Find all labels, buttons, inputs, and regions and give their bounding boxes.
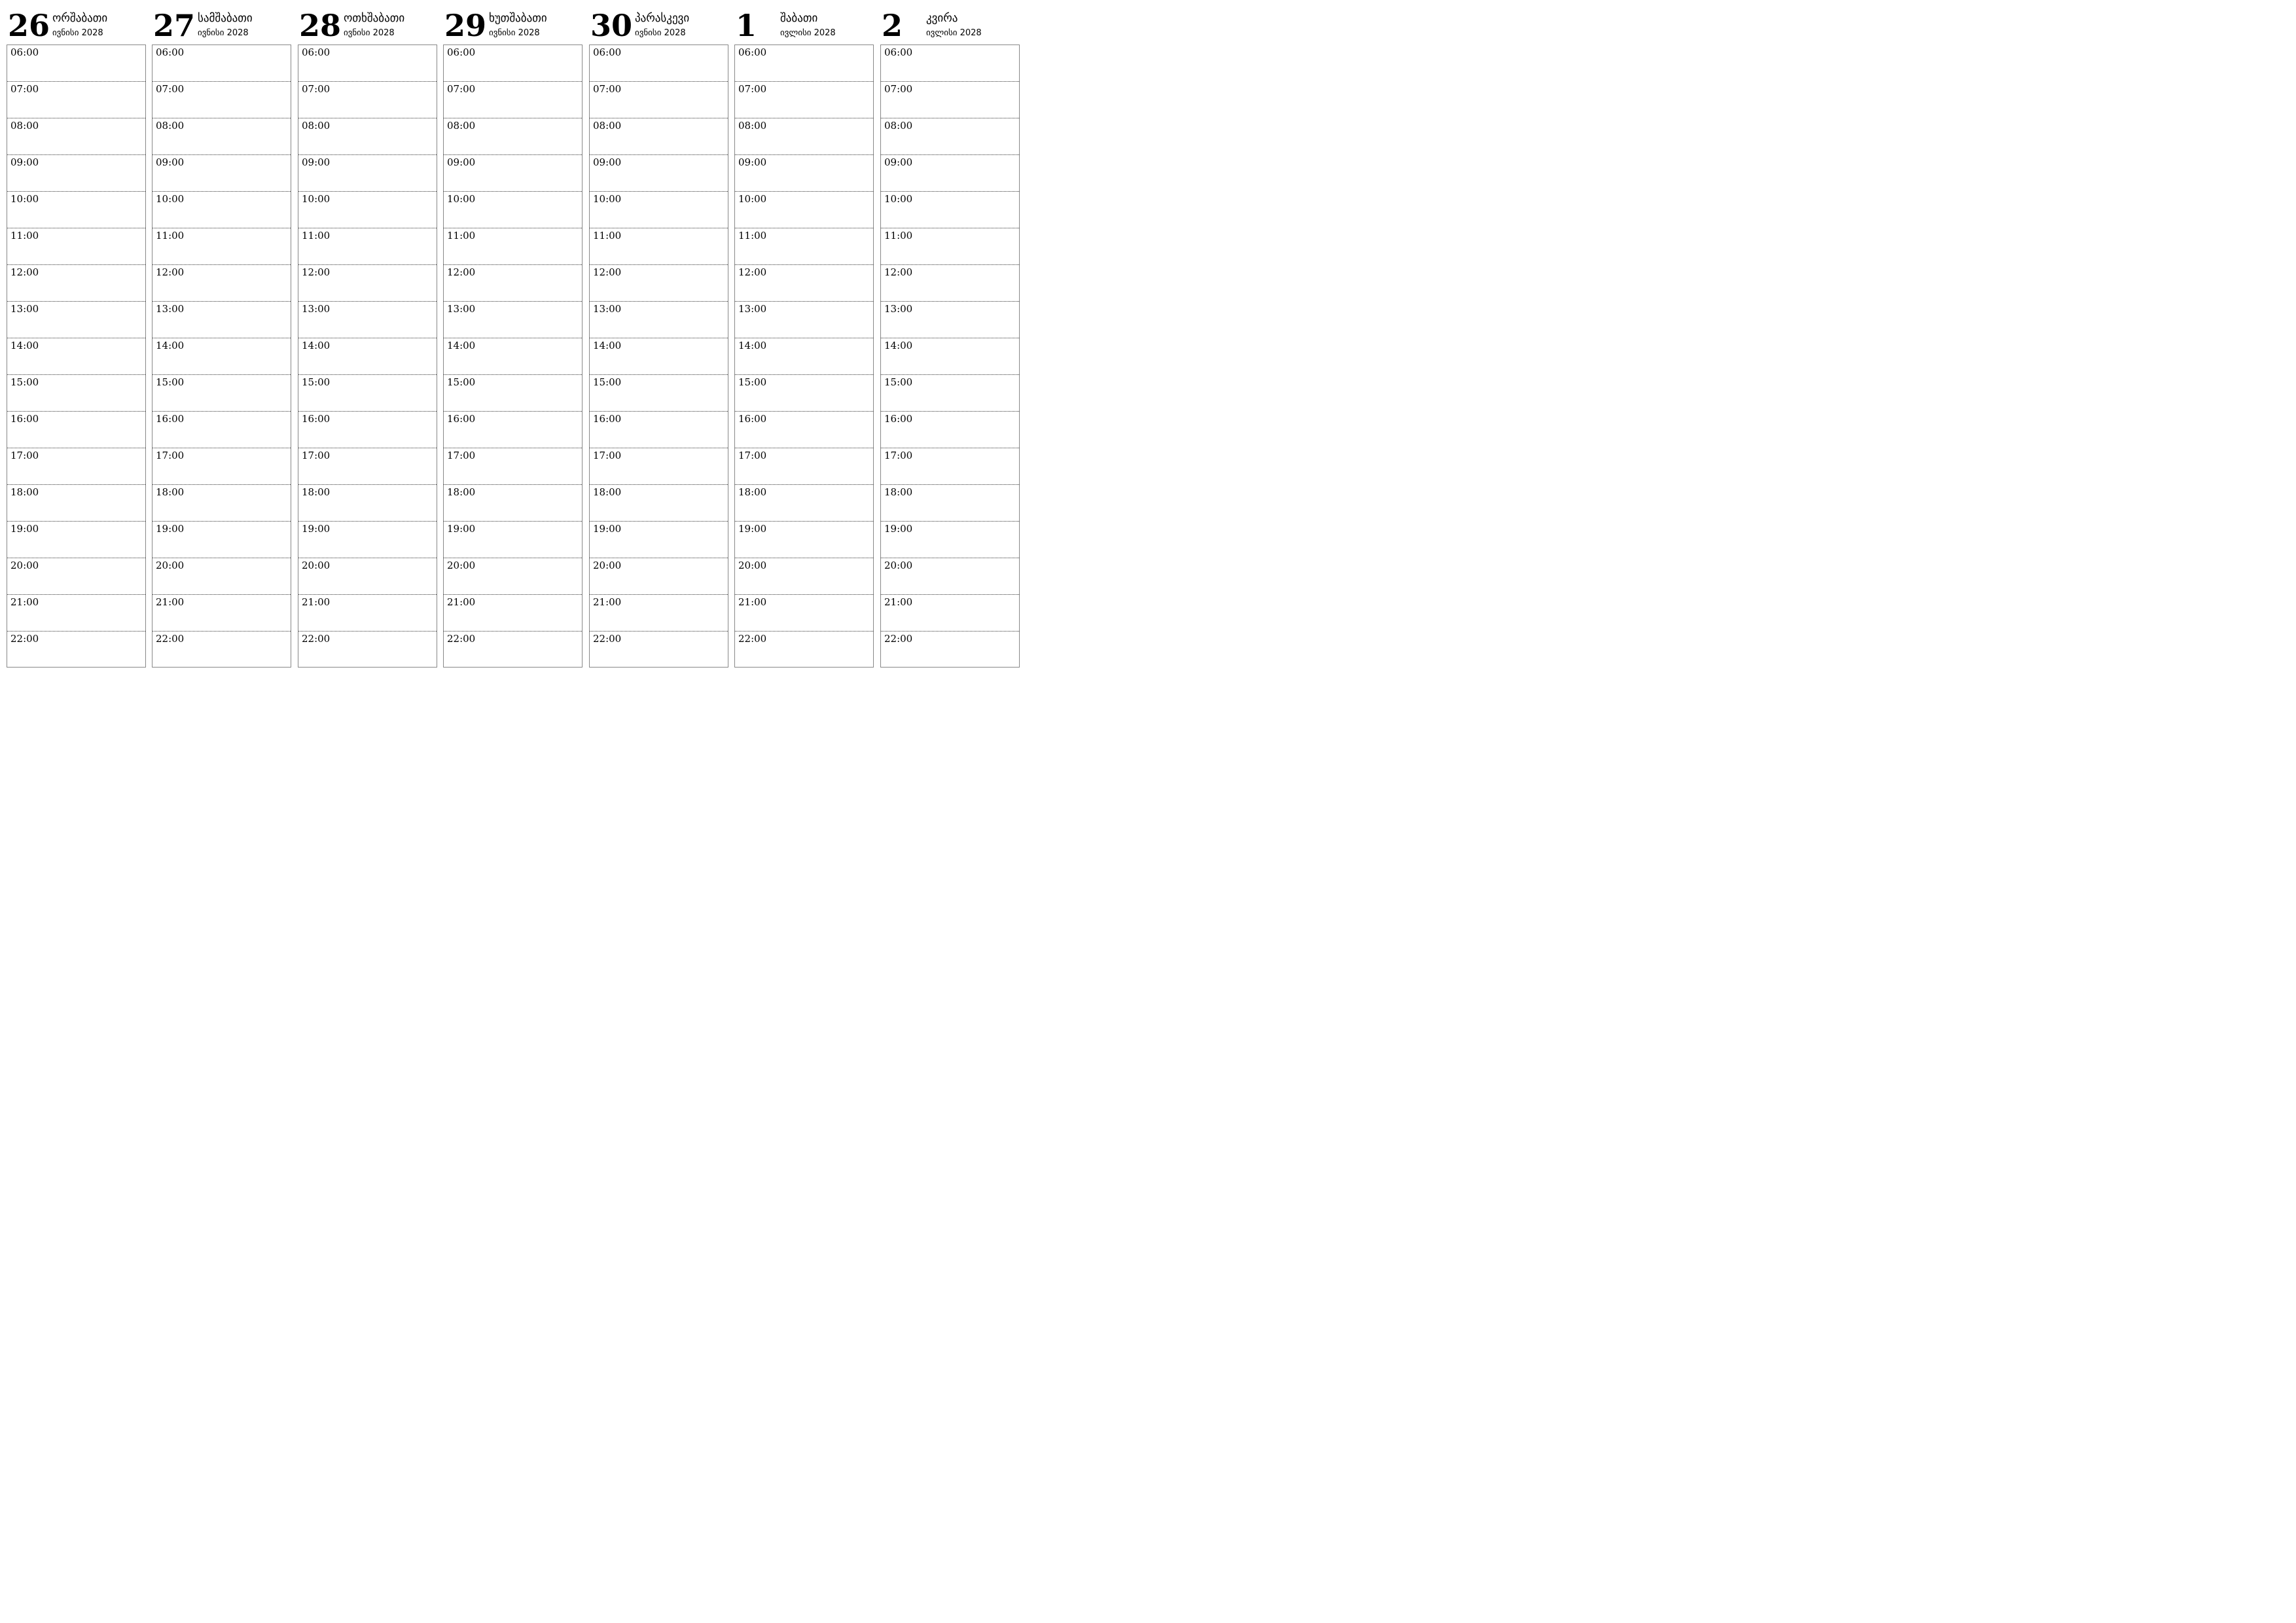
time-label: 14:00 xyxy=(10,340,39,351)
time-label: 13:00 xyxy=(593,303,622,315)
time-label: 12:00 xyxy=(302,266,331,278)
time-slot[interactable] xyxy=(881,192,1019,228)
time-slot[interactable] xyxy=(881,595,1019,632)
weekday-name: შაბათი xyxy=(780,12,818,25)
time-slot[interactable] xyxy=(444,82,582,118)
time-slot[interactable] xyxy=(7,412,145,448)
time-slot[interactable] xyxy=(881,302,1019,338)
day-number: 1 xyxy=(736,8,757,43)
day-number: 2 xyxy=(882,8,903,43)
day-column xyxy=(152,0,292,668)
time-label: 12:00 xyxy=(156,266,185,278)
time-slot[interactable] xyxy=(152,485,291,522)
time-label: 18:00 xyxy=(302,486,331,498)
time-slot[interactable] xyxy=(881,265,1019,302)
time-label: 20:00 xyxy=(156,560,185,571)
time-label: 22:00 xyxy=(884,633,913,645)
time-slot[interactable] xyxy=(444,485,582,522)
time-slot[interactable] xyxy=(7,558,145,595)
time-label: 07:00 xyxy=(302,83,331,95)
time-label: 10:00 xyxy=(10,193,39,205)
day-number: 29 xyxy=(444,8,487,43)
time-slot[interactable] xyxy=(590,228,728,265)
month-year: ივნისი 2028 xyxy=(635,28,686,38)
time-label: 19:00 xyxy=(738,523,767,535)
time-slot[interactable] xyxy=(298,228,437,265)
time-label: 10:00 xyxy=(738,193,767,205)
time-slot[interactable] xyxy=(298,522,437,558)
time-label: 12:00 xyxy=(884,266,913,278)
time-label: 13:00 xyxy=(156,303,185,315)
time-label: 11:00 xyxy=(738,230,767,241)
time-label: 13:00 xyxy=(884,303,913,315)
time-label: 09:00 xyxy=(447,156,476,168)
time-label: 08:00 xyxy=(447,120,476,132)
time-label: 09:00 xyxy=(10,156,39,168)
time-slot[interactable] xyxy=(444,302,582,338)
day-number: 26 xyxy=(8,8,50,43)
time-label: 06:00 xyxy=(738,46,767,58)
time-label: 15:00 xyxy=(738,376,767,388)
time-slot[interactable] xyxy=(444,228,582,265)
time-slot[interactable] xyxy=(7,302,145,338)
time-label: 21:00 xyxy=(302,596,331,608)
time-slot[interactable] xyxy=(735,375,873,412)
time-slot[interactable] xyxy=(590,412,728,448)
time-label: 10:00 xyxy=(593,193,622,205)
time-slot[interactable] xyxy=(152,118,291,155)
time-slot[interactable] xyxy=(735,595,873,632)
time-slot[interactable] xyxy=(735,632,873,668)
time-slot[interactable] xyxy=(444,632,582,668)
time-slot[interactable] xyxy=(590,485,728,522)
time-slot[interactable] xyxy=(152,448,291,485)
time-slot[interactable] xyxy=(735,338,873,375)
time-slot[interactable] xyxy=(298,338,437,375)
time-slot[interactable] xyxy=(444,522,582,558)
time-slots-box xyxy=(880,45,1020,668)
time-slot[interactable] xyxy=(152,338,291,375)
time-slots-box xyxy=(152,45,291,668)
time-label: 16:00 xyxy=(593,413,622,425)
day-number: 28 xyxy=(299,8,342,43)
time-label: 16:00 xyxy=(302,413,331,425)
time-label: 16:00 xyxy=(10,413,39,425)
time-slot[interactable] xyxy=(590,338,728,375)
time-label: 11:00 xyxy=(10,230,39,241)
time-label: 06:00 xyxy=(593,46,622,58)
time-slot[interactable] xyxy=(298,595,437,632)
time-slot[interactable] xyxy=(881,375,1019,412)
time-slot[interactable] xyxy=(298,412,437,448)
time-slot[interactable] xyxy=(444,338,582,375)
time-slot[interactable] xyxy=(7,192,145,228)
time-label: 21:00 xyxy=(884,596,913,608)
time-slot[interactable] xyxy=(881,485,1019,522)
time-label: 17:00 xyxy=(302,450,331,461)
time-slot[interactable] xyxy=(590,448,728,485)
time-slot[interactable] xyxy=(7,448,145,485)
time-label: 21:00 xyxy=(10,596,39,608)
month-year: ივლისი 2028 xyxy=(926,28,982,38)
time-slot[interactable] xyxy=(881,228,1019,265)
weekday-name: ოთხშაბათი xyxy=(344,12,405,25)
month-year: ივნისი 2028 xyxy=(198,28,249,38)
weekday-name: ორშაბათი xyxy=(52,12,108,25)
time-slot[interactable] xyxy=(444,595,582,632)
time-slot[interactable] xyxy=(152,265,291,302)
time-slot[interactable] xyxy=(298,375,437,412)
time-slot[interactable] xyxy=(152,595,291,632)
time-slots-box xyxy=(443,45,583,668)
time-label: 21:00 xyxy=(156,596,185,608)
time-label: 14:00 xyxy=(884,340,913,351)
time-slot[interactable] xyxy=(735,82,873,118)
time-slot[interactable] xyxy=(7,522,145,558)
time-label: 16:00 xyxy=(447,413,476,425)
time-slot[interactable] xyxy=(590,118,728,155)
time-slot[interactable] xyxy=(881,448,1019,485)
time-label: 08:00 xyxy=(884,120,913,132)
time-slot[interactable] xyxy=(7,485,145,522)
time-slot[interactable] xyxy=(152,632,291,668)
time-slot[interactable] xyxy=(7,632,145,668)
weekday-name: პარასკევი xyxy=(635,12,690,25)
time-label: 19:00 xyxy=(593,523,622,535)
time-slot[interactable] xyxy=(444,45,582,82)
time-label: 22:00 xyxy=(738,633,767,645)
time-label: 13:00 xyxy=(447,303,476,315)
time-slot[interactable] xyxy=(590,82,728,118)
time-slot[interactable] xyxy=(735,302,873,338)
time-label: 15:00 xyxy=(447,376,476,388)
time-label: 13:00 xyxy=(10,303,39,315)
time-label: 12:00 xyxy=(10,266,39,278)
time-slot[interactable] xyxy=(590,192,728,228)
time-label: 08:00 xyxy=(302,120,331,132)
time-label: 07:00 xyxy=(884,83,913,95)
time-label: 19:00 xyxy=(447,523,476,535)
time-label: 06:00 xyxy=(447,46,476,58)
time-slot[interactable] xyxy=(444,558,582,595)
time-label: 07:00 xyxy=(593,83,622,95)
time-slot[interactable] xyxy=(298,118,437,155)
time-slot[interactable] xyxy=(735,228,873,265)
time-slot[interactable] xyxy=(298,155,437,192)
time-slots-box xyxy=(589,45,728,668)
time-label: 07:00 xyxy=(156,83,185,95)
day-header xyxy=(734,0,874,45)
weekday-name: კვირა xyxy=(926,12,958,25)
day-header xyxy=(298,0,438,45)
time-slot[interactable] xyxy=(7,82,145,118)
time-label: 18:00 xyxy=(738,486,767,498)
time-label: 12:00 xyxy=(447,266,476,278)
time-slot[interactable] xyxy=(152,155,291,192)
time-slot[interactable] xyxy=(298,45,437,82)
time-slot[interactable] xyxy=(881,558,1019,595)
time-slot[interactable] xyxy=(735,118,873,155)
time-label: 18:00 xyxy=(884,486,913,498)
time-label: 17:00 xyxy=(884,450,913,461)
time-label: 15:00 xyxy=(884,376,913,388)
time-label: 20:00 xyxy=(884,560,913,571)
time-label: 19:00 xyxy=(10,523,39,535)
time-label: 18:00 xyxy=(593,486,622,498)
time-label: 06:00 xyxy=(884,46,913,58)
weekday-name: სამშაბათი xyxy=(198,12,253,25)
time-label: 07:00 xyxy=(10,83,39,95)
time-label: 21:00 xyxy=(447,596,476,608)
month-year: ივლისი 2028 xyxy=(780,28,836,38)
time-label: 19:00 xyxy=(884,523,913,535)
time-slot[interactable] xyxy=(298,632,437,668)
time-label: 10:00 xyxy=(447,193,476,205)
time-label: 16:00 xyxy=(156,413,185,425)
time-label: 12:00 xyxy=(593,266,622,278)
time-slot[interactable] xyxy=(7,338,145,375)
time-label: 18:00 xyxy=(156,486,185,498)
time-label: 09:00 xyxy=(156,156,185,168)
time-label: 17:00 xyxy=(738,450,767,461)
time-label: 09:00 xyxy=(884,156,913,168)
day-column xyxy=(443,0,583,668)
time-slot[interactable] xyxy=(444,265,582,302)
time-label: 11:00 xyxy=(302,230,331,241)
time-label: 10:00 xyxy=(884,193,913,205)
time-label: 20:00 xyxy=(593,560,622,571)
time-label: 15:00 xyxy=(10,376,39,388)
time-slot[interactable] xyxy=(881,412,1019,448)
time-label: 08:00 xyxy=(156,120,185,132)
time-label: 11:00 xyxy=(156,230,185,241)
time-label: 22:00 xyxy=(156,633,185,645)
time-label: 14:00 xyxy=(447,340,476,351)
time-slot[interactable] xyxy=(735,155,873,192)
day-header xyxy=(443,0,583,45)
time-label: 16:00 xyxy=(738,413,767,425)
time-label: 17:00 xyxy=(10,450,39,461)
time-slot[interactable] xyxy=(590,265,728,302)
time-slot[interactable] xyxy=(298,265,437,302)
time-label: 09:00 xyxy=(302,156,331,168)
day-header xyxy=(152,0,292,45)
time-label: 14:00 xyxy=(738,340,767,351)
time-label: 18:00 xyxy=(447,486,476,498)
time-slot[interactable] xyxy=(590,632,728,668)
day-column xyxy=(298,0,438,668)
time-slot[interactable] xyxy=(298,448,437,485)
time-slot[interactable] xyxy=(7,375,145,412)
time-label: 14:00 xyxy=(593,340,622,351)
time-label: 14:00 xyxy=(156,340,185,351)
time-slot[interactable] xyxy=(735,412,873,448)
time-slots-box xyxy=(298,45,437,668)
weekday-name: ხუთშაბათი xyxy=(489,12,547,25)
time-slot[interactable] xyxy=(298,302,437,338)
time-slot[interactable] xyxy=(590,375,728,412)
time-slot[interactable] xyxy=(735,45,873,82)
time-label: 07:00 xyxy=(447,83,476,95)
time-slot[interactable] xyxy=(590,155,728,192)
time-slot[interactable] xyxy=(298,82,437,118)
time-label: 06:00 xyxy=(302,46,331,58)
time-label: 08:00 xyxy=(10,120,39,132)
time-slot[interactable] xyxy=(152,412,291,448)
day-header xyxy=(589,0,729,45)
time-label: 11:00 xyxy=(884,230,913,241)
time-label: 20:00 xyxy=(302,560,331,571)
time-slot[interactable] xyxy=(444,118,582,155)
time-slot[interactable] xyxy=(735,448,873,485)
time-slot[interactable] xyxy=(298,485,437,522)
time-slot[interactable] xyxy=(152,82,291,118)
time-slot[interactable] xyxy=(298,558,437,595)
time-label: 22:00 xyxy=(302,633,331,645)
time-slots-box xyxy=(734,45,874,668)
time-label: 08:00 xyxy=(738,120,767,132)
day-column xyxy=(880,0,1020,668)
time-label: 06:00 xyxy=(156,46,185,58)
time-slot[interactable] xyxy=(152,192,291,228)
day-column xyxy=(589,0,729,668)
month-year: ივნისი 2028 xyxy=(344,28,395,38)
time-slot[interactable] xyxy=(7,595,145,632)
time-slot[interactable] xyxy=(881,338,1019,375)
time-label: 19:00 xyxy=(302,523,331,535)
time-slot[interactable] xyxy=(881,155,1019,192)
time-label: 21:00 xyxy=(738,596,767,608)
time-label: 13:00 xyxy=(302,303,331,315)
time-label: 17:00 xyxy=(593,450,622,461)
time-label: 13:00 xyxy=(738,303,767,315)
time-label: 20:00 xyxy=(10,560,39,571)
time-slot[interactable] xyxy=(735,192,873,228)
time-slot[interactable] xyxy=(590,522,728,558)
time-slot[interactable] xyxy=(298,192,437,228)
day-number: 30 xyxy=(590,8,633,43)
time-slot[interactable] xyxy=(735,265,873,302)
time-slot[interactable] xyxy=(444,375,582,412)
time-label: 21:00 xyxy=(593,596,622,608)
time-label: 10:00 xyxy=(156,193,185,205)
time-label: 09:00 xyxy=(593,156,622,168)
time-label: 22:00 xyxy=(593,633,622,645)
time-slot[interactable] xyxy=(444,412,582,448)
time-label: 22:00 xyxy=(10,633,39,645)
time-slot[interactable] xyxy=(881,118,1019,155)
time-slot[interactable] xyxy=(152,522,291,558)
time-label: 10:00 xyxy=(302,193,331,205)
time-label: 15:00 xyxy=(156,376,185,388)
time-slot[interactable] xyxy=(152,375,291,412)
time-label: 20:00 xyxy=(738,560,767,571)
time-slot[interactable] xyxy=(7,45,145,82)
time-slot[interactable] xyxy=(444,155,582,192)
time-label: 15:00 xyxy=(302,376,331,388)
time-label: 12:00 xyxy=(738,266,767,278)
time-label: 11:00 xyxy=(447,230,476,241)
time-slot[interactable] xyxy=(881,82,1019,118)
time-slot[interactable] xyxy=(881,522,1019,558)
time-slot[interactable] xyxy=(590,595,728,632)
time-label: 08:00 xyxy=(593,120,622,132)
time-slot[interactable] xyxy=(590,558,728,595)
weekly-planner xyxy=(7,0,1021,668)
time-label: 15:00 xyxy=(593,376,622,388)
time-label: 11:00 xyxy=(593,230,622,241)
day-column xyxy=(734,0,874,668)
time-slot[interactable] xyxy=(881,632,1019,668)
time-slot[interactable] xyxy=(152,45,291,82)
time-slot[interactable] xyxy=(152,228,291,265)
time-slot[interactable] xyxy=(735,485,873,522)
time-label: 16:00 xyxy=(884,413,913,425)
time-label: 14:00 xyxy=(302,340,331,351)
time-slot[interactable] xyxy=(590,302,728,338)
time-slots-box xyxy=(7,45,146,668)
time-slot[interactable] xyxy=(152,558,291,595)
time-label: 20:00 xyxy=(447,560,476,571)
time-label: 17:00 xyxy=(156,450,185,461)
time-slot[interactable] xyxy=(7,228,145,265)
day-header xyxy=(880,0,1020,45)
time-label: 09:00 xyxy=(738,156,767,168)
month-year: ივნისი 2028 xyxy=(52,28,103,38)
time-slot[interactable] xyxy=(7,155,145,192)
day-number: 27 xyxy=(153,8,196,43)
time-label: 07:00 xyxy=(738,83,767,95)
day-column xyxy=(7,0,147,668)
time-label: 06:00 xyxy=(10,46,39,58)
time-label: 19:00 xyxy=(156,523,185,535)
time-slot[interactable] xyxy=(444,448,582,485)
month-year: ივნისი 2028 xyxy=(489,28,540,38)
time-slot[interactable] xyxy=(735,558,873,595)
time-slot[interactable] xyxy=(735,522,873,558)
time-label: 18:00 xyxy=(10,486,39,498)
time-slot[interactable] xyxy=(152,302,291,338)
time-label: 17:00 xyxy=(447,450,476,461)
time-slot[interactable] xyxy=(590,45,728,82)
time-slot[interactable] xyxy=(7,118,145,155)
time-label: 22:00 xyxy=(447,633,476,645)
time-slot[interactable] xyxy=(444,192,582,228)
day-header xyxy=(7,0,147,45)
time-slot[interactable] xyxy=(881,45,1019,82)
time-slot[interactable] xyxy=(7,265,145,302)
